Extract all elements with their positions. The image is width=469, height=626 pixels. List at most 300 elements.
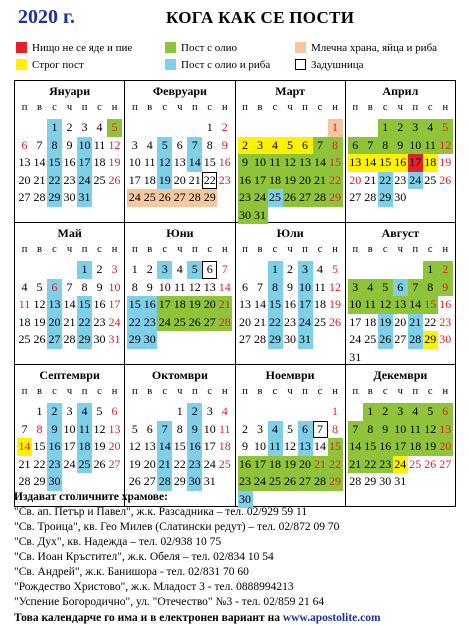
weekday-label: ч	[66, 386, 73, 397]
empty-cell	[348, 261, 363, 279]
day-cell: 6	[111, 404, 118, 418]
day-cell: 8	[81, 279, 88, 294]
day-cell: 26	[93, 456, 106, 471]
day-cell: 14	[218, 279, 231, 294]
day-cell: 15	[47, 154, 62, 172]
day-cell: 18	[268, 456, 283, 474]
day-cell: 13	[348, 154, 363, 172]
day-cell: 20	[298, 456, 313, 474]
day-cell: 7	[313, 421, 328, 439]
day-cell: 14	[187, 154, 202, 172]
day-cell: 25	[424, 172, 437, 187]
day-cell: 28	[63, 332, 76, 346]
empty-cell	[127, 403, 142, 421]
day-cell: 10	[348, 296, 363, 314]
day-cell: 1	[36, 404, 43, 418]
day-cell: 29	[268, 331, 283, 349]
month-block	[15, 81, 125, 223]
empty-cell	[17, 403, 32, 421]
day-cell: 26	[157, 189, 172, 207]
month-name: Септември	[39, 368, 100, 382]
day-cell: 1	[47, 119, 62, 137]
day-cell: 14	[63, 297, 76, 311]
weekday-header	[348, 244, 453, 255]
day-cell: 29	[77, 331, 92, 349]
day-cell: 8	[363, 421, 378, 439]
day-cell: 21	[63, 314, 76, 329]
day-cell: 16	[439, 297, 452, 311]
day-cell: 25	[364, 332, 377, 346]
weekday-label: с	[317, 244, 323, 255]
day-cell: 1	[423, 261, 438, 279]
day-cell: 17	[253, 172, 268, 190]
day-cell: 18	[218, 439, 231, 453]
day-cell: 5	[96, 404, 103, 418]
day-cell: 19	[283, 172, 298, 190]
day-cell: 24	[393, 456, 408, 474]
day-cell: 26	[128, 474, 141, 488]
day-cell: 2	[66, 120, 73, 134]
legend-swatch-box	[295, 59, 306, 70]
day-cell: 19	[187, 296, 202, 314]
day-cell: 15	[127, 296, 142, 314]
day-cell: 7	[408, 279, 423, 297]
day-cell: 5	[438, 119, 453, 137]
day-cell: 14	[314, 439, 326, 453]
month-row	[15, 81, 456, 223]
empty-cell	[283, 403, 298, 421]
weekday-label: п	[302, 386, 308, 397]
day-cell: 8	[131, 279, 138, 294]
year-label: 2020 г.	[18, 6, 75, 28]
day-cell: 30	[379, 474, 392, 488]
day-cell: 28	[364, 190, 377, 204]
day-cell: 16	[238, 172, 253, 190]
day-cell: 18	[18, 314, 31, 329]
day-cell: 24	[203, 456, 216, 471]
weekday-label: п	[131, 102, 138, 113]
weekday-label: с	[427, 386, 433, 397]
day-cell: 3	[253, 137, 268, 155]
day-cell: 5	[423, 403, 438, 421]
day-cell: 3	[157, 261, 172, 279]
legend-label: Пост с олио и риба	[181, 58, 271, 71]
day-cell: 9	[238, 154, 253, 172]
day-cell: 23	[378, 456, 393, 474]
day-cell: 9	[242, 439, 248, 453]
day-cell: 10	[108, 279, 121, 294]
day-cell: 1	[268, 261, 283, 279]
day-cell: 8	[47, 137, 62, 155]
day-cell: 16	[63, 155, 76, 169]
day-cell: 19	[378, 314, 393, 332]
day-cell: 20	[143, 456, 156, 471]
weekday-label: ч	[287, 102, 293, 113]
day-cell: 16	[187, 438, 202, 456]
weekday-label: ч	[397, 244, 403, 255]
day-cell: 14	[363, 154, 378, 172]
day-cell: 27	[439, 456, 452, 471]
weekday-label: п	[242, 386, 248, 397]
day-cell: 30	[284, 332, 296, 346]
day-cell: 20	[298, 172, 313, 190]
day-cell: 22	[424, 314, 437, 329]
day-cell: 20	[47, 314, 62, 332]
weekday-label: н	[221, 386, 228, 397]
month-name: Ноември	[265, 368, 315, 382]
day-cell: 14	[408, 296, 423, 314]
weekday-label: п	[21, 102, 28, 113]
month-name: Декември	[373, 368, 428, 382]
day-cell: 11	[423, 137, 438, 155]
day-cell: 6	[298, 137, 313, 155]
weekday-label: в	[367, 244, 373, 255]
month-block	[125, 81, 235, 223]
day-cell: 25	[268, 473, 283, 491]
empty-cell	[62, 261, 77, 279]
day-cell: 3	[393, 403, 408, 421]
day-cell: 29	[328, 189, 343, 207]
day-grid	[348, 403, 453, 491]
day-cell: 14	[17, 438, 32, 456]
empty-cell	[313, 119, 328, 137]
day-cell: 13	[18, 155, 31, 169]
day-cell: 21	[254, 314, 266, 329]
day-cell: 28	[157, 473, 172, 491]
empty-cell	[32, 261, 47, 279]
weekday-label: н	[442, 386, 449, 397]
day-cell: 27	[239, 332, 251, 346]
legend	[14, 38, 459, 76]
day-cell: 5	[131, 421, 138, 436]
day-cell: 24	[408, 172, 423, 190]
day-cell: 17	[63, 439, 76, 453]
empty-cell	[408, 261, 423, 279]
day-cell: 20	[438, 438, 453, 456]
day-cell: 19	[33, 314, 46, 329]
day-cell: 30	[238, 491, 253, 509]
day-cell: 11	[173, 279, 186, 294]
day-cell: 15	[268, 296, 283, 314]
day-cell: 22	[33, 456, 46, 471]
weekday-label: с	[317, 386, 323, 397]
day-cell: 15	[33, 439, 46, 453]
day-cell: 15	[328, 438, 343, 456]
day-cell: 4	[146, 137, 153, 152]
day-cell: 7	[21, 421, 28, 436]
day-cell: 31	[77, 189, 92, 207]
day-cell: 2	[238, 137, 253, 155]
day-cell: 24	[77, 172, 92, 190]
day-cell: 3	[408, 119, 423, 137]
day-cell: 4	[268, 137, 283, 155]
weekday-label: в	[147, 102, 153, 113]
day-cell: 24	[127, 189, 142, 207]
day-cell: 13	[438, 421, 453, 439]
day-cell: 8	[206, 137, 213, 152]
legend-label: Строг пост	[32, 58, 84, 71]
day-cell: 17	[77, 154, 92, 172]
weekday-label: в	[257, 102, 263, 113]
weekday-label: п	[131, 244, 138, 255]
day-cell: 3	[206, 404, 213, 418]
weekday-label: п	[191, 386, 198, 397]
day-cell: 19	[93, 439, 106, 453]
day-cell: 19	[423, 438, 438, 456]
month-name: Май	[57, 226, 82, 240]
day-cell: 29	[47, 189, 62, 207]
day-cell: 5	[107, 119, 122, 137]
weekday-label: с	[272, 102, 278, 113]
day-cell: 4	[21, 279, 28, 294]
weekday-label: п	[242, 244, 248, 255]
day-grid	[348, 119, 453, 207]
day-cell: 18	[408, 438, 423, 456]
footer-temple-line: "Св. Иоан Кръстител", ж.к. Обеля – тел. 02/834 10 54	[14, 551, 274, 563]
weekday-header	[238, 386, 343, 397]
weekday-label: п	[191, 102, 198, 113]
weekday-label: в	[367, 386, 373, 397]
weekday-label: п	[302, 102, 308, 113]
day-cell: 29	[202, 189, 217, 207]
empty-cell	[298, 119, 313, 137]
month-row	[15, 223, 456, 365]
day-cell: 28	[187, 189, 202, 207]
weekday-label: с	[382, 386, 388, 397]
day-cell: 8	[36, 421, 43, 436]
day-cell: 24	[253, 189, 268, 207]
months-grid	[14, 80, 456, 507]
day-cell: 3	[66, 404, 73, 418]
weekday-label: ч	[287, 386, 293, 397]
day-cell: 11	[268, 154, 283, 172]
weekday-label: в	[257, 244, 263, 255]
day-cell: 23	[218, 172, 231, 187]
day-cell: 18	[172, 296, 187, 314]
legend-swatch-green	[165, 42, 176, 53]
day-cell: 9	[187, 421, 202, 439]
day-cell: 23	[394, 172, 407, 187]
day-cell: 4	[317, 262, 323, 276]
day-cell: 27	[47, 331, 62, 349]
day-cell: 4	[268, 421, 283, 439]
legend-item-no-food	[16, 40, 132, 55]
weekday-label: п	[412, 386, 419, 397]
day-cell: 31	[253, 207, 268, 225]
weekday-label: с	[97, 244, 102, 255]
weekday-header	[348, 102, 453, 113]
day-cell: 8	[423, 279, 438, 297]
weekday-header	[127, 244, 232, 255]
day-cell: 24	[253, 473, 268, 491]
empty-cell	[363, 261, 378, 279]
day-grid	[17, 261, 122, 349]
day-cell: 19	[128, 456, 141, 471]
day-cell: 30	[63, 190, 76, 204]
day-cell: 20	[202, 296, 217, 314]
day-cell: 4	[423, 119, 438, 137]
day-cell: 30	[238, 207, 253, 225]
day-cell: 29	[328, 473, 343, 491]
day-cell: 7	[187, 137, 202, 155]
empty-cell	[378, 261, 393, 279]
weekday-label: н	[111, 102, 118, 113]
day-cell: 6	[298, 421, 313, 439]
month-name: Април	[382, 84, 419, 98]
month-name: Март	[275, 84, 305, 98]
day-cell: 28	[313, 189, 328, 207]
day-cell: 19	[439, 155, 452, 169]
day-cell: 31	[298, 331, 313, 349]
day-grid	[127, 119, 232, 207]
day-cell: 21	[408, 314, 423, 332]
day-cell: 9	[47, 421, 62, 439]
day-cell: 10	[408, 137, 423, 155]
empty-cell	[238, 403, 253, 421]
day-cell: 16	[93, 297, 106, 311]
weekday-label: ч	[177, 244, 183, 255]
day-cell: 7	[348, 421, 363, 439]
publishers-footer	[14, 490, 459, 626]
weekday-label: с	[52, 386, 57, 397]
day-cell: 29	[378, 189, 393, 207]
day-cell: 16	[393, 154, 408, 172]
day-cell: 3	[111, 262, 118, 276]
weekday-label: п	[412, 244, 419, 255]
day-cell: 3	[81, 120, 88, 134]
day-cell: 21	[313, 456, 328, 474]
weekday-label: п	[242, 102, 248, 113]
day-cell: 29	[33, 474, 46, 488]
day-cell: 5	[332, 262, 338, 276]
day-cell: 13	[173, 155, 186, 169]
empty-cell	[157, 403, 172, 421]
day-cell: 7	[221, 262, 228, 276]
legend-swatch-blue	[165, 59, 176, 70]
weekday-label: ч	[66, 244, 73, 255]
day-cell: 18	[423, 154, 438, 172]
weekday-header	[17, 244, 122, 255]
day-cell: 6	[348, 137, 363, 155]
weekday-label: н	[332, 386, 338, 397]
website-link[interactable]: www.apostolite.com	[282, 612, 381, 624]
month-block	[15, 223, 125, 365]
day-cell: 7	[363, 137, 378, 155]
day-cell: 10	[203, 421, 216, 436]
day-cell: 9	[146, 279, 153, 294]
day-cell: 28	[217, 314, 232, 332]
day-cell: 8	[332, 421, 338, 436]
weekday-header	[17, 386, 122, 397]
day-cell: 23	[238, 473, 253, 491]
day-cell: 24	[157, 314, 172, 332]
day-cell: 16	[378, 438, 393, 456]
day-cell: 8	[328, 137, 343, 155]
day-cell: 27	[18, 190, 31, 204]
day-cell: 2	[146, 262, 153, 276]
empty-cell	[238, 261, 253, 279]
day-cell: 31	[203, 474, 216, 488]
day-cell: 2	[47, 403, 62, 421]
day-cell: 12	[157, 154, 172, 172]
day-cell: 11	[18, 297, 31, 311]
day-cell: 1	[206, 120, 213, 134]
day-cell: 22	[173, 456, 186, 471]
day-cell: 21	[18, 456, 31, 471]
day-cell: 25	[172, 314, 187, 332]
day-cell: 28	[254, 332, 266, 346]
weekday-label: с	[207, 102, 213, 113]
day-grid	[127, 261, 232, 349]
weekday-label: в	[37, 102, 42, 113]
legend-swatch-peach	[295, 42, 306, 53]
day-cell: 20	[394, 314, 407, 329]
day-cell: 26	[329, 314, 341, 329]
footer-temple-line: "Св. Троица", кв. Гео Милев (Слатински редут) – тел. 02/872 09 70	[14, 521, 340, 533]
empty-cell	[238, 119, 253, 137]
legend-item-dairy	[295, 40, 437, 55]
day-cell: 30	[187, 473, 202, 491]
weekday-label: с	[427, 244, 433, 255]
day-cell: 21	[313, 172, 328, 190]
day-cell: 26	[108, 172, 121, 187]
day-cell: 10	[253, 154, 268, 172]
day-cell: 22	[328, 456, 343, 474]
month-name: Януари	[49, 84, 91, 98]
weekday-label: н	[221, 102, 228, 113]
month-block	[15, 365, 125, 507]
day-cell: 18	[93, 155, 106, 169]
day-cell: 12	[188, 279, 201, 294]
day-cell: 17	[298, 296, 313, 314]
day-cell: 7	[66, 279, 73, 294]
day-cell: 7	[313, 137, 328, 155]
day-cell: 4	[77, 403, 92, 421]
empty-cell	[268, 403, 283, 421]
month-block	[125, 365, 235, 507]
weekday-label: п	[81, 244, 88, 255]
day-cell: 12	[108, 137, 121, 152]
legend-item-oil	[165, 40, 237, 55]
day-cell: 27	[108, 456, 121, 471]
weekday-label: п	[352, 102, 359, 113]
weekday-label: с	[207, 386, 213, 397]
day-cell: 12	[423, 421, 438, 439]
day-cell: 13	[298, 154, 313, 172]
day-cell: 31	[108, 332, 121, 346]
month-block	[346, 365, 456, 507]
day-cell: 10	[254, 439, 266, 453]
day-grid	[238, 261, 343, 349]
weekday-label: с	[162, 244, 168, 255]
empty-cell	[253, 119, 268, 137]
day-cell: 25	[218, 456, 231, 471]
weekday-label: п	[352, 386, 359, 397]
day-cell: 15	[173, 439, 186, 453]
empty-cell	[47, 261, 62, 279]
month-block	[236, 365, 346, 507]
day-cell: 24	[63, 456, 76, 471]
legend-label: Млечна храна, яйца и риба	[311, 41, 438, 54]
day-cell: 15	[423, 296, 438, 314]
day-cell: 25	[18, 332, 31, 346]
day-cell: 23	[439, 314, 452, 329]
footer-temple-line: "Рождество Христово", ж.к. Младост 3 - тел. 0888994213	[14, 581, 294, 593]
day-cell: 5	[187, 261, 202, 279]
day-cell: 6	[393, 279, 408, 297]
day-cell: 1	[328, 119, 343, 137]
day-cell: 2	[287, 262, 293, 276]
